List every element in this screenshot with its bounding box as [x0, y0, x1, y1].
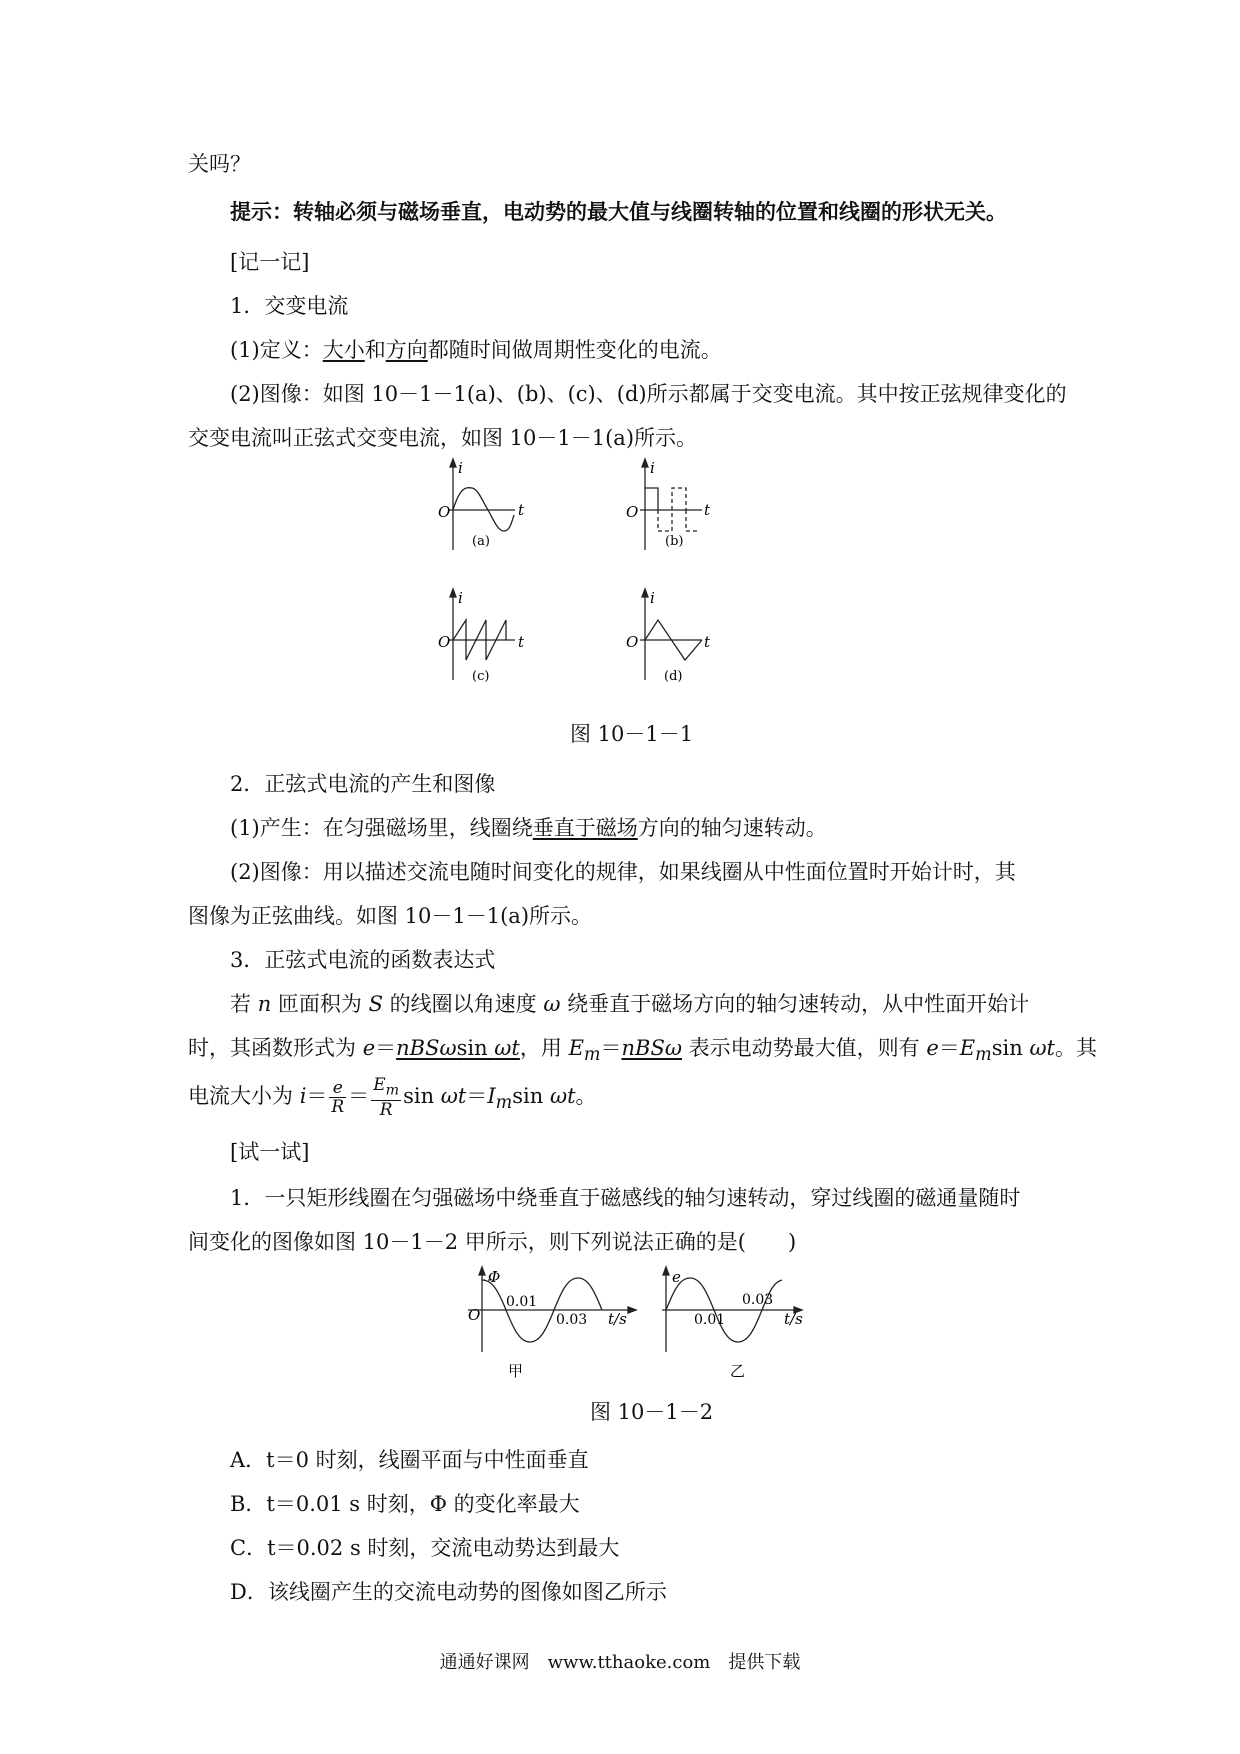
graph-c-origin: O — [438, 633, 451, 651]
graph-d-caption: (d) — [664, 669, 683, 684]
section-1-title: 1．交变电流 — [230, 294, 349, 318]
graph-jia-tick-1: 0.01 — [506, 1294, 538, 1310]
section-3-body-line-1: 若 n 匝面积为 S 的线圈以角速度 ω 绕垂直于磁场方向的轴匀速转动，从中性面开始计 — [230, 992, 1030, 1016]
section-1-definition: (1)定义：大小和方向都随时间做周期性变化的电流。 — [230, 338, 722, 362]
option-b: B．t＝0.01 s 时刻，Φ 的变化率最大 — [230, 1492, 580, 1516]
graph-d-x-label: t — [704, 633, 711, 651]
option-d: D．该线圈产生的交流电动势的图像如图乙所示 — [230, 1580, 667, 1604]
graph-a-origin: O — [438, 503, 451, 521]
hint-text: 提示：转轴必须与磁场垂直，电动势的最大值与线圈转轴的位置和线圈的形状无关。 — [230, 199, 1007, 224]
graph-c-x-label: t — [518, 633, 525, 651]
graph-yi-x-label: t/s — [784, 1310, 803, 1328]
graph-d-y-label: i — [650, 589, 655, 607]
graph-yi — [662, 1267, 802, 1352]
section-2-image-line-2: 图像为正弦曲线。如图 10－1－1(a)所示。 — [188, 904, 593, 928]
graph-jia-caption: 甲 — [508, 1362, 524, 1380]
graph-yi-y-label: e — [672, 1268, 681, 1286]
option-a: A．t＝0 时刻，线圈平面与中性面垂直 — [230, 1448, 589, 1472]
section-3-body-line-2: 时，其函数形式为 e＝nBSωsin ωt，用 $E_m=nBS\omega$ 表示电动势最大值，则有 $e=E_m\sin$ ωt。其 — [188, 1036, 1098, 1066]
graph-yi-tick-2: 0.03 — [742, 1292, 774, 1308]
graph-a-y-label: i — [458, 459, 463, 477]
graph-d-origin: O — [626, 633, 639, 651]
section-heading-jiyiji: [记一记] — [230, 250, 310, 274]
graph-c-y-label: i — [458, 589, 463, 607]
section-1-image-line-2: 交变电流叫正弦式交变电流，如图 10－1－1(a)所示。 — [188, 426, 698, 450]
question-1-line-2: 间变化的图像如图 10－1－2 甲所示，则下列说法正确的是( ) — [188, 1230, 797, 1254]
section-1-image-line-1: (2)图像：如图 10－1－1(a)、(b)、(c)、(d)所示都属于交变电流。其中按正弦规律变化的 — [230, 382, 1067, 406]
graph-jia-x-label: t/s — [608, 1310, 627, 1328]
figure-10-1-2-caption: 图 10－1－2 — [590, 1400, 714, 1424]
graph-jia-origin: O — [468, 1306, 481, 1324]
graph-b-origin: O — [626, 503, 639, 521]
figure-10-1-1 — [440, 455, 800, 695]
graph-b-caption: (b) — [665, 534, 684, 549]
option-c: C．t＝0.02 s 时刻，交流电动势达到最大 — [230, 1536, 620, 1560]
graph-yi-caption: 乙 — [730, 1362, 746, 1380]
figure-10-1-2 — [448, 1262, 828, 1382]
question-1-line-1: 1．一只矩形线圈在匀强磁场中绕垂直于磁感线的轴匀速转动，穿过线圈的磁通量随时 — [230, 1186, 1021, 1210]
section-2-image-line-1: (2)图像：用以描述交流电随时间变化的规律，如果线圈从中性面位置时开始计时，其 — [230, 860, 1016, 884]
graph-b-y-label: i — [650, 459, 655, 477]
text-continued: 关吗？ — [188, 152, 251, 176]
section-2-generation: (1)产生：在匀强磁场里，线圈绕垂直于磁场方向的轴匀速转动。 — [230, 816, 827, 840]
section-3-body-line-3: 电流大小为 i＝ $\frac{e}{R}$ ＝ $\frac{E_m}{R}$ $\sin \omega t=I_m\sin$ ωt。 — [188, 1075, 597, 1120]
graph-a-x-label: t — [518, 501, 525, 519]
graph-jia-y-label: Φ — [488, 1268, 501, 1286]
graph-jia-tick-2: 0.03 — [556, 1312, 588, 1328]
section-2-title: 2．正弦式电流的产生和图像 — [230, 772, 496, 796]
graph-yi-tick-1: 0.01 — [694, 1312, 726, 1328]
section-3-title: 3．正弦式电流的函数表达式 — [230, 948, 496, 972]
graph-a-caption: (a) — [472, 534, 490, 549]
graph-c-caption: (c) — [472, 669, 490, 684]
page-footer: 通通好课网 www.tthaoke.com 提供下载 — [439, 1652, 801, 1673]
graph-b-x-label: t — [704, 501, 711, 519]
figure-10-1-1-caption: 图 10－1－1 — [570, 722, 694, 746]
section-heading-shiyishi: [试一试] — [230, 1140, 310, 1164]
